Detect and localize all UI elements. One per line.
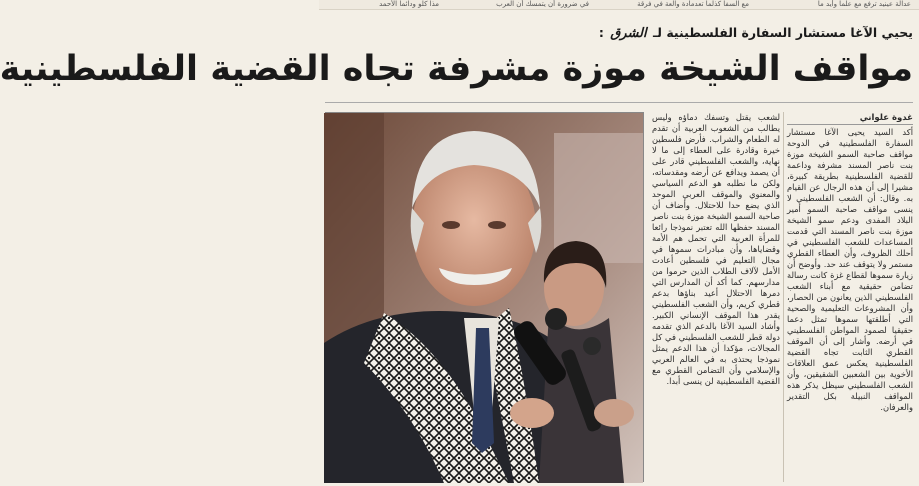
strip-snippet: مذا كلو ودائما الأحمد: [379, 0, 439, 8]
strip-snippet: مع السفا كذلما تعدمادة والعة في فرقة: [637, 0, 749, 8]
article-column-right: [787, 112, 913, 482]
article-headline: مواقف الشيخة موزة مشرفة تجاه القضية الفلسطينية: [0, 49, 913, 89]
article-photo: [325, 112, 644, 482]
kicker-suffix: :: [598, 25, 604, 40]
column-divider: [783, 112, 784, 482]
top-news-strip: [319, 0, 919, 10]
headline-divider: [325, 102, 913, 103]
strip-snippet: في ضرورة أن يتمسك أن العرب: [496, 0, 589, 8]
kicker-text: يحيي الآغا مستشار السفارة الفلسطينية لـ: [653, 25, 913, 40]
strip-snippet: عدالة عينيد ترفع مع علما وأيد ما: [817, 0, 911, 8]
article-byline: غدوة علواني: [787, 112, 913, 125]
column-text: لشعب يقتل وتسفك دماؤه وليس يطالب من الشعوب العربية أن تقدم له الطعام والشراب. فأرض فلسطين خيرة وقادرة على العطاء إلى ما لا نهاية، والشعب الفلسطيني قادر على أن يصمد ويدافع عن أرضه ومقدساته، ولكن ما نطلبه هو الدعم السياسي والمعنوي والموقف العربي الموحد الذي يضع حدا للاحتلال. وأضاف أن صاحبة السمو الشيخة موزة بنت ناصر المسند حفظها الله تعتبر نموذجا رائعا للمرأة العربية التي تحمل هم الأمة وقضاياها، وأن مبادرات سموها في مجال التعليم في فلسطين أعادت الأمل لآلاف الطلاب الذين حرموا من مدارسهم. كما أكد أن المدارس التي دمرها الاحتلال أعيد بناؤها بدعم قطري كريم، وأن الشعب الفلسطيني يقدر هذا الموقف الإنساني الكبير. وأشاد السيد الآغا بالدعم الذي تقدمه دولة قطر للشعب الفلسطيني في كل المجالات، مؤكدا أن هذا الدعم يمثل نموذجا يحتذى به في العالم العربي والإسلامي وأن التضامن القطري مع القضية الفلسطينية لن ينسى أبدا.: [652, 112, 780, 386]
article-kicker: [325, 25, 913, 41]
newspaper-brand: الشرق: [610, 26, 647, 41]
article-column-left: [652, 112, 780, 482]
column-text: أكد السيد يحيى الآغا مستشار السفارة الفلسطينية في الدوحة مواقف صاحبة السمو الشيخة موزة بنت ناصر المسند مشرفة وداعمة للقضية الفلسطينية بطريقة كبيرة، مشيرا إلى أن هذه الرجال عن القيام به. وقال: أن الشعب الفلسطيني لا ينسى مواقف صاحبة السمو أمير البلاد المفدى ودعم سمو الشيخة موزة بنت ناصر المسند التي قدمت المساعدات للشعب الفلسطيني في أحلك الظروف، وأن العطاء القطري مستمر ولا يتوقف عند حد. وأوضح أن زيارة سموها لقطاع غزة كانت رسالة تضامن حقيقية مع أبناء الشعب الفلسطيني الذين يعانون من الحصار، وأن المشروعات التعليمية والصحية التي أطلقتها سموها تمثل دعما حقيقيا لصمود المواطن الفلسطيني في أرضه. وأشار إلى أن الموقف القطري الثابت تجاه القضية الفلسطينية يعكس عمق العلاقات الأخوية بين الشعبين الشقيقين، وأن الشعب الفلسطيني سيظل يذكر هذه المواقف النبيلة بكل التقدير والعرفان.: [787, 127, 913, 412]
